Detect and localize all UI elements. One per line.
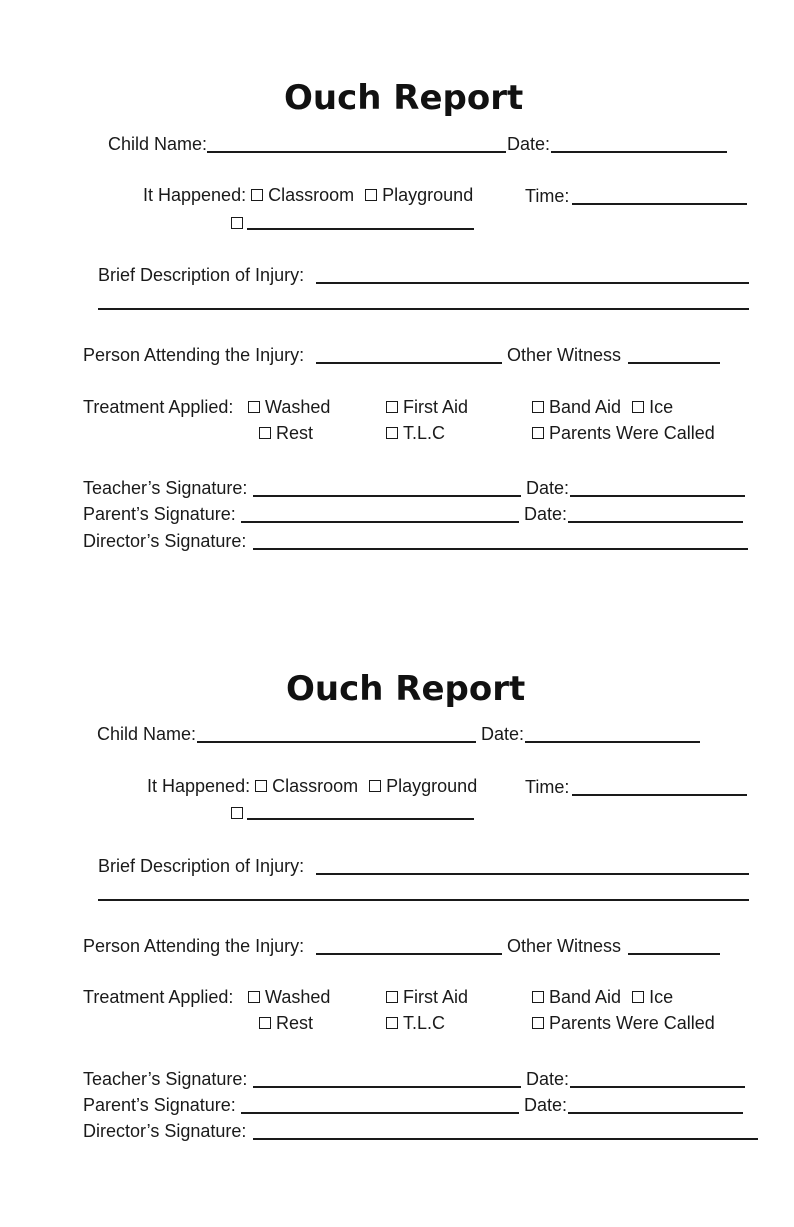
- ouch-report-form-1: [0, 0, 794, 580]
- checkbox-box[interactable]: [386, 1017, 398, 1029]
- parent-signature-label: Parent’s Signature:: [83, 1095, 236, 1115]
- checkbox-box[interactable]: [532, 427, 544, 439]
- description-label: Brief Description of Injury:: [98, 856, 305, 876]
- it-happened-row: [147, 775, 477, 797]
- treatment-label: Treatment Applied:: [83, 987, 234, 1007]
- checkbox-label: Rest: [276, 423, 314, 443]
- checkbox-box[interactable]: [532, 1017, 544, 1029]
- date-field[interactable]: [525, 741, 700, 743]
- checkbox-box[interactable]: [386, 991, 398, 1003]
- time-label: Time:: [525, 186, 570, 206]
- checkbox-label: Ice: [649, 987, 674, 1007]
- checkbox-label: Washed: [265, 397, 331, 417]
- child-name-field[interactable]: [197, 741, 476, 743]
- checkbox-label: Band Aid: [549, 397, 622, 417]
- it-happened-row: [143, 184, 473, 206]
- child-name-label: Child Name:: [97, 724, 197, 744]
- teacher-date-label: Date:: [526, 1069, 570, 1089]
- other-location-field[interactable]: [247, 818, 474, 820]
- band-aid-ice-row: [532, 986, 673, 1008]
- band-aid-ice-row: [532, 396, 673, 418]
- checkbox-first-aid[interactable]: [386, 396, 468, 418]
- checkbox-tlc[interactable]: [386, 422, 445, 444]
- time-label: Time:: [525, 777, 570, 797]
- description-field-line-1[interactable]: [316, 873, 749, 875]
- treatment-label: Treatment Applied:: [83, 397, 234, 417]
- date-label: Date:: [481, 724, 525, 744]
- checkbox-rest[interactable]: [259, 1012, 313, 1034]
- checkbox-other-location[interactable]: [231, 212, 248, 234]
- checkbox-box[interactable]: [532, 991, 544, 1003]
- description-field-line-2[interactable]: [98, 899, 749, 901]
- director-signature-field[interactable]: [253, 548, 748, 550]
- parent-date-field[interactable]: [568, 1112, 743, 1114]
- date-field[interactable]: [551, 151, 727, 153]
- teacher-date-field[interactable]: [570, 1086, 745, 1088]
- teacher-signature-field[interactable]: [253, 1086, 521, 1088]
- child-name-label: Child Name:: [108, 134, 208, 154]
- checkbox-box[interactable]: [255, 780, 267, 792]
- checkbox-box[interactable]: [248, 991, 260, 1003]
- parent-signature-label: Parent’s Signature:: [83, 504, 236, 524]
- teacher-signature-field[interactable]: [253, 495, 521, 497]
- checkbox-washed[interactable]: [248, 986, 330, 1008]
- time-field[interactable]: [572, 794, 747, 796]
- checkbox-label: Classroom: [272, 776, 359, 796]
- checkbox-label: Rest: [276, 1013, 314, 1033]
- checkbox-label: Washed: [265, 987, 331, 1007]
- checkbox-label: Parents Were Called: [549, 423, 715, 443]
- checkbox-rest[interactable]: [259, 422, 313, 444]
- it-happened-label: It Happened:: [147, 776, 251, 796]
- parent-date-label: Date:: [524, 504, 568, 524]
- checkbox-first-aid[interactable]: [386, 986, 468, 1008]
- other-witness-field[interactable]: [628, 362, 720, 364]
- checkbox-washed[interactable]: [248, 396, 330, 418]
- checkbox-label: Ice: [649, 397, 674, 417]
- other-witness-field[interactable]: [628, 953, 720, 955]
- checkbox-box[interactable]: [259, 427, 271, 439]
- director-signature-label: Director’s Signature:: [83, 531, 247, 551]
- checkbox-label: Playground: [386, 776, 478, 796]
- checkbox-box[interactable]: [259, 1017, 271, 1029]
- person-attending-field[interactable]: [316, 953, 502, 955]
- checkbox-label: T.L.C: [403, 1013, 446, 1033]
- checkbox-label: Playground: [382, 185, 474, 205]
- child-name-field[interactable]: [207, 151, 506, 153]
- teacher-signature-label: Teacher’s Signature:: [83, 1069, 248, 1089]
- checkbox-other-location[interactable]: [231, 802, 248, 824]
- checkbox-ice[interactable]: [632, 987, 673, 1007]
- checkbox-box[interactable]: [365, 189, 377, 201]
- checkbox-box[interactable]: [231, 217, 243, 229]
- other-witness-label: Other Witness: [507, 345, 622, 365]
- director-signature-label: Director’s Signature:: [83, 1121, 247, 1141]
- description-label: Brief Description of Injury:: [98, 265, 305, 285]
- date-label: Date:: [507, 134, 551, 154]
- checkbox-box[interactable]: [369, 780, 381, 792]
- checkbox-ice[interactable]: [632, 397, 673, 417]
- checkbox-classroom[interactable]: [251, 185, 354, 205]
- parent-date-label: Date:: [524, 1095, 568, 1115]
- parent-signature-field[interactable]: [241, 521, 519, 523]
- checkbox-band-aid[interactable]: [532, 397, 621, 417]
- checkbox-box[interactable]: [532, 401, 544, 413]
- checkbox-box[interactable]: [231, 807, 243, 819]
- checkbox-label: Band Aid: [549, 987, 622, 1007]
- checkbox-box[interactable]: [248, 401, 260, 413]
- form-title: Ouch Report: [286, 669, 526, 709]
- other-location-field[interactable]: [247, 228, 474, 230]
- checkbox-label: First Aid: [403, 987, 469, 1007]
- person-attending-field[interactable]: [316, 362, 502, 364]
- other-witness-label: Other Witness: [507, 936, 622, 956]
- checkbox-box[interactable]: [386, 427, 398, 439]
- checkbox-parents-called[interactable]: [532, 1012, 715, 1034]
- checkbox-playground[interactable]: [369, 776, 477, 796]
- checkbox-tlc[interactable]: [386, 1012, 445, 1034]
- description-field-line-1[interactable]: [316, 282, 749, 284]
- checkbox-box[interactable]: [632, 401, 644, 413]
- it-happened-label: It Happened:: [143, 185, 247, 205]
- checkbox-label: Classroom: [268, 185, 355, 205]
- checkbox-label: T.L.C: [403, 423, 446, 443]
- teacher-signature-label: Teacher’s Signature:: [83, 478, 248, 498]
- checkbox-playground[interactable]: [365, 185, 473, 205]
- checkbox-classroom[interactable]: [255, 776, 358, 796]
- person-attending-label: Person Attending the Injury:: [83, 345, 305, 365]
- checkbox-box[interactable]: [386, 401, 398, 413]
- person-attending-label: Person Attending the Injury:: [83, 936, 305, 956]
- checkbox-label: Parents Were Called: [549, 1013, 715, 1033]
- director-signature-field[interactable]: [253, 1138, 758, 1140]
- parent-signature-field[interactable]: [241, 1112, 519, 1114]
- checkbox-parents-called[interactable]: [532, 422, 715, 444]
- checkbox-box[interactable]: [251, 189, 263, 201]
- checkbox-band-aid[interactable]: [532, 987, 621, 1007]
- teacher-date-field[interactable]: [570, 495, 745, 497]
- time-field[interactable]: [572, 203, 747, 205]
- parent-date-field[interactable]: [568, 521, 743, 523]
- ouch-report-form-2: [0, 590, 794, 1170]
- checkbox-box[interactable]: [632, 991, 644, 1003]
- checkbox-label: First Aid: [403, 397, 469, 417]
- description-field-line-2[interactable]: [98, 308, 749, 310]
- form-title: Ouch Report: [284, 78, 524, 118]
- teacher-date-label: Date:: [526, 478, 570, 498]
